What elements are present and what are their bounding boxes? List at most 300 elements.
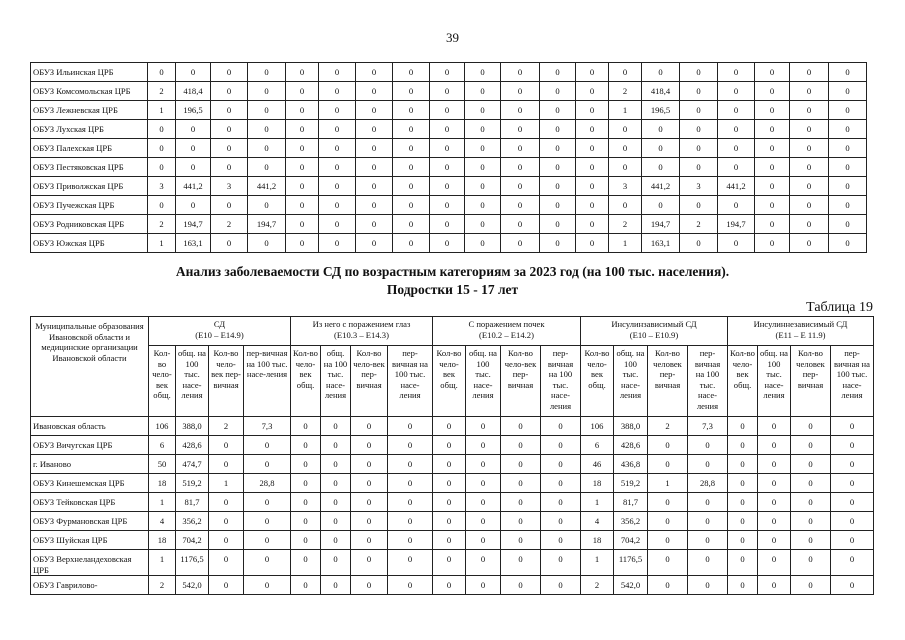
table-cell: 519,2 — [176, 474, 209, 493]
column-header: Кол-во человек пер-вичная — [648, 346, 688, 417]
header-municipality: Муниципальные образования Ивановской области и медицинские организации Ивановской области — [31, 317, 149, 417]
table-cell: 4 — [149, 512, 176, 531]
table-cell: 0 — [248, 120, 286, 139]
table-cell: 0 — [351, 474, 388, 493]
table-cell: 0 — [680, 82, 718, 101]
table-cell: 0 — [465, 120, 501, 139]
table-cell: 0 — [209, 493, 244, 512]
table-cell: 436,8 — [614, 455, 648, 474]
group-header — [291, 317, 433, 346]
table-cell: 0 — [319, 82, 356, 101]
table-cell: 0 — [609, 63, 642, 82]
table-cell: 0 — [648, 436, 688, 455]
column-header: общ. на 100 тыс. насе-ления — [321, 346, 351, 417]
table-row — [31, 158, 867, 177]
table-cell: 1176,5 — [614, 550, 648, 576]
table-cell: 0 — [831, 531, 874, 550]
table-cell: 0 — [755, 158, 790, 177]
table-cell: 0 — [648, 550, 688, 576]
table-cell: 163,1 — [176, 234, 211, 253]
table-cell: 428,6 — [176, 436, 209, 455]
table-cell: 0 — [321, 531, 351, 550]
group-code: (E11 – E 11.9) — [775, 329, 826, 340]
table-cell: 0 — [755, 82, 790, 101]
column-header: пер-вичная на 100 тыс. насе-ления — [244, 346, 291, 417]
table-cell: 0 — [501, 215, 540, 234]
table-cell: 18 — [149, 474, 176, 493]
table-cell: 0 — [718, 158, 755, 177]
table-cell: 0 — [718, 63, 755, 82]
table-cell: 0 — [291, 455, 321, 474]
table-cell: 0 — [248, 196, 286, 215]
continued-table — [30, 62, 867, 253]
table-cell: 0 — [829, 215, 867, 234]
table-cell: 0 — [790, 63, 829, 82]
table-cell: 0 — [176, 139, 211, 158]
table-cell: 0 — [791, 493, 831, 512]
table-cell: 0 — [321, 474, 351, 493]
table-cell: 0 — [791, 417, 831, 436]
table-cell: 0 — [430, 158, 465, 177]
table-cell: 0 — [176, 63, 211, 82]
table-cell: 0 — [393, 101, 430, 120]
table-cell: 0 — [829, 120, 867, 139]
table-cell: 0 — [319, 177, 356, 196]
table-cell: 0 — [791, 576, 831, 595]
table-cell: 0 — [680, 101, 718, 120]
table-cell: 441,2 — [718, 177, 755, 196]
table-cell: 0 — [576, 234, 609, 253]
table-cell: 0 — [356, 63, 393, 82]
table-row — [31, 120, 867, 139]
table-cell: 0 — [291, 576, 321, 595]
table-cell: 196,5 — [176, 101, 211, 120]
table-cell: 0 — [209, 436, 244, 455]
table-cell: 0 — [286, 196, 319, 215]
table-cell: 0 — [755, 234, 790, 253]
table-cell: 0 — [244, 493, 291, 512]
table-cell: 0 — [790, 139, 829, 158]
table-cell: 0 — [728, 455, 758, 474]
table-cell: 0 — [351, 455, 388, 474]
table-cell: 2 — [648, 417, 688, 436]
table-cell: 0 — [680, 158, 718, 177]
table-cell: 0 — [791, 455, 831, 474]
table-cell: 0 — [209, 550, 244, 576]
table-cell: 0 — [388, 531, 433, 550]
column-header: пер-вичная на 100 тыс. насе-ления — [541, 346, 581, 417]
table-row — [31, 215, 867, 234]
table-cell: 0 — [758, 512, 791, 531]
table-cell: 0 — [466, 474, 501, 493]
table-cell: 0 — [211, 63, 248, 82]
table-cell: 0 — [248, 234, 286, 253]
table-cell: 0 — [465, 82, 501, 101]
table-cell: 0 — [319, 158, 356, 177]
header-row-groups — [31, 317, 874, 346]
row-label: ОБУЗ Вичугская ЦРБ — [31, 436, 149, 455]
table-cell: 704,2 — [176, 531, 209, 550]
table-cell: 0 — [433, 531, 466, 550]
table-cell: 2 — [680, 215, 718, 234]
table-cell: 0 — [541, 455, 581, 474]
table-cell: 0 — [351, 531, 388, 550]
table-cell: 0 — [321, 550, 351, 576]
table-cell: 0 — [244, 455, 291, 474]
table-cell: 0 — [755, 139, 790, 158]
table-cell: 1176,5 — [176, 550, 209, 576]
table-cell: 0 — [688, 550, 728, 576]
table-cell: 0 — [211, 82, 248, 101]
table-cell: 0 — [541, 576, 581, 595]
table-cell: 0 — [430, 63, 465, 82]
row-label: г. Иваново — [31, 455, 149, 474]
table-cell: 0 — [576, 158, 609, 177]
table-cell: 196,5 — [642, 101, 680, 120]
table-cell: 0 — [466, 512, 501, 531]
table-cell: 0 — [718, 234, 755, 253]
column-header: Кол-во чело-век общ. — [149, 346, 176, 417]
table-cell: 0 — [758, 474, 791, 493]
table-cell: 0 — [321, 493, 351, 512]
table-cell: 2 — [581, 576, 614, 595]
table-cell: 0 — [829, 234, 867, 253]
table-cell: 0 — [791, 550, 831, 576]
table-cell: 0 — [291, 474, 321, 493]
table-cell: 0 — [501, 576, 541, 595]
table-row — [31, 576, 874, 595]
table-cell: 0 — [648, 493, 688, 512]
table-cell: 428,6 — [614, 436, 648, 455]
table-cell: 0 — [248, 63, 286, 82]
table-cell: 0 — [430, 82, 465, 101]
table-cell: 50 — [149, 455, 176, 474]
table-cell: 0 — [642, 63, 680, 82]
table-cell: 0 — [540, 158, 576, 177]
column-header: пер-вичная на 100 тыс. насе-ления — [688, 346, 728, 417]
section-title: Анализ заболеваемости СД по возрастным категориям за 2023 год (на 100 тыс. населения). — [175, 264, 730, 279]
table-cell: 0 — [576, 139, 609, 158]
table-cell: 542,0 — [614, 576, 648, 595]
table-cell: 0 — [286, 215, 319, 234]
table-cell: 388,0 — [176, 417, 209, 436]
table-cell: 0 — [540, 139, 576, 158]
table-cell: 418,4 — [176, 82, 211, 101]
table-cell: 0 — [209, 576, 244, 595]
table-cell: 0 — [758, 531, 791, 550]
table-cell: 0 — [728, 512, 758, 531]
column-header: общ. на 100 тыс. насе-ления — [466, 346, 501, 417]
table-cell: 0 — [430, 177, 465, 196]
row-label: Ивановская область — [31, 417, 149, 436]
table-cell: 0 — [319, 215, 356, 234]
table-cell: 1 — [149, 493, 176, 512]
table-cell: 1 — [209, 474, 244, 493]
table-cell: 0 — [501, 63, 540, 82]
column-header: общ. на 100 тыс. насе-ления — [614, 346, 648, 417]
table-cell: 0 — [791, 474, 831, 493]
table-cell: 356,2 — [614, 512, 648, 531]
group-header — [728, 317, 874, 346]
table-cell: 0 — [321, 417, 351, 436]
table-cell: 0 — [148, 120, 176, 139]
table-cell: 28,8 — [244, 474, 291, 493]
table-cell: 0 — [291, 436, 321, 455]
table-number: Таблица 19 — [806, 300, 873, 315]
table-cell: 0 — [291, 493, 321, 512]
table-cell: 0 — [755, 63, 790, 82]
table-row — [31, 455, 874, 474]
table-cell: 1 — [609, 101, 642, 120]
table-cell: 0 — [244, 531, 291, 550]
table-cell: 0 — [648, 455, 688, 474]
table-cell: 388,0 — [614, 417, 648, 436]
table-cell: 0 — [755, 120, 790, 139]
table-cell: 1 — [648, 474, 688, 493]
table-cell: 0 — [148, 196, 176, 215]
table-row — [31, 474, 874, 493]
table-cell: 0 — [209, 455, 244, 474]
column-header: Кол-во чело-век общ. — [433, 346, 466, 417]
table-cell: 0 — [393, 82, 430, 101]
table-cell: 0 — [758, 455, 791, 474]
table-cell: 0 — [758, 417, 791, 436]
column-header: общ. на 100 тыс. насе-ления — [176, 346, 209, 417]
table-cell: 0 — [433, 550, 466, 576]
table-cell: 18 — [581, 531, 614, 550]
table-cell: 0 — [176, 158, 211, 177]
table-cell: 0 — [209, 512, 244, 531]
table-cell: 4 — [581, 512, 614, 531]
table-row — [31, 531, 874, 550]
table-cell: 0 — [831, 550, 874, 576]
table-cell: 7,3 — [244, 417, 291, 436]
table-cell: 0 — [466, 436, 501, 455]
table-cell: 0 — [680, 196, 718, 215]
row-label: ОБУЗ Шуйская ЦРБ — [31, 531, 149, 550]
table-cell: 0 — [790, 158, 829, 177]
row-label: ОБУЗ Лежневская ЦРБ — [31, 101, 148, 120]
table-cell: 0 — [388, 512, 433, 531]
table-cell: 0 — [501, 436, 541, 455]
row-label: ОБУЗ Пестяковская ЦРБ — [31, 158, 148, 177]
table-cell: 0 — [244, 550, 291, 576]
table-cell: 356,2 — [176, 512, 209, 531]
table-cell: 0 — [790, 101, 829, 120]
table-cell: 0 — [430, 120, 465, 139]
table-cell: 0 — [831, 576, 874, 595]
table-cell: 0 — [718, 101, 755, 120]
table-cell: 46 — [581, 455, 614, 474]
table-cell: 0 — [465, 234, 501, 253]
column-header: Кол-во чело-век общ. — [291, 346, 321, 417]
table-cell: 0 — [356, 101, 393, 120]
table-cell: 194,7 — [176, 215, 211, 234]
table-cell: 0 — [501, 474, 541, 493]
table-cell: 2 — [148, 82, 176, 101]
table-cell: 418,4 — [642, 82, 680, 101]
table-cell: 0 — [356, 234, 393, 253]
table-cell: 0 — [211, 234, 248, 253]
group-code: (E10.3 – E14.3) — [334, 329, 389, 340]
table-cell: 0 — [176, 120, 211, 139]
table-cell: 0 — [321, 576, 351, 595]
table-cell: 0 — [718, 120, 755, 139]
table-cell: 0 — [648, 512, 688, 531]
table-cell: 0 — [576, 82, 609, 101]
table-cell: 474,7 — [176, 455, 209, 474]
group-header — [433, 317, 581, 346]
table-cell: 0 — [248, 82, 286, 101]
table-row — [31, 417, 874, 436]
table-cell: 0 — [501, 550, 541, 576]
table-cell: 0 — [831, 493, 874, 512]
table-cell: 2 — [148, 215, 176, 234]
table-cell: 0 — [791, 436, 831, 455]
header-row-columns — [31, 346, 874, 417]
column-header: общ. на 100 тыс. насе-ления — [758, 346, 791, 417]
table-cell: 0 — [466, 455, 501, 474]
table-cell: 0 — [286, 63, 319, 82]
table-cell: 2 — [209, 417, 244, 436]
table-cell: 194,7 — [642, 215, 680, 234]
table-cell: 0 — [356, 82, 393, 101]
table-cell: 0 — [718, 196, 755, 215]
table-cell: 0 — [393, 139, 430, 158]
column-header: Кол-во чело-век пер-вичная — [209, 346, 244, 417]
table-cell: 0 — [319, 196, 356, 215]
table-cell: 0 — [642, 196, 680, 215]
table-cell: 0 — [466, 417, 501, 436]
table-cell: 0 — [680, 234, 718, 253]
table-cell: 0 — [430, 101, 465, 120]
table-cell: 0 — [755, 215, 790, 234]
table-cell: 0 — [501, 196, 540, 215]
table-cell: 0 — [718, 82, 755, 101]
table-cell: 0 — [831, 436, 874, 455]
table-cell: 0 — [829, 101, 867, 120]
table-cell: 0 — [829, 177, 867, 196]
table-cell: 0 — [388, 493, 433, 512]
table-cell: 0 — [211, 139, 248, 158]
table-cell: 106 — [581, 417, 614, 436]
table-cell: 0 — [319, 234, 356, 253]
table-cell: 0 — [286, 234, 319, 253]
table-cell: 0 — [430, 196, 465, 215]
table-cell: 0 — [466, 550, 501, 576]
table-cell: 0 — [433, 455, 466, 474]
table-cell: 0 — [351, 436, 388, 455]
group-title: Из него с поражением глаз — [312, 319, 411, 329]
table-cell: 0 — [388, 550, 433, 576]
table-cell: 0 — [148, 63, 176, 82]
table-cell: 3 — [609, 177, 642, 196]
table-cell: 0 — [351, 493, 388, 512]
table-cell: 3 — [211, 177, 248, 196]
column-header: пер-вичная на 100 тыс. насе-ления — [831, 346, 874, 417]
row-label: ОБУЗ Верхнеландеховская ЦРБ — [31, 550, 149, 576]
table-cell: 0 — [248, 101, 286, 120]
table-cell: 3 — [148, 177, 176, 196]
table-cell: 0 — [433, 417, 466, 436]
table-cell: 0 — [501, 101, 540, 120]
table-cell: 194,7 — [718, 215, 755, 234]
table-cell: 0 — [680, 63, 718, 82]
table-cell: 0 — [758, 436, 791, 455]
table-cell: 0 — [576, 196, 609, 215]
age-group-table — [30, 316, 874, 595]
table-cell: 106 — [149, 417, 176, 436]
table-cell: 0 — [286, 101, 319, 120]
table-cell: 0 — [680, 139, 718, 158]
table-cell: 0 — [148, 139, 176, 158]
table-cell: 0 — [688, 576, 728, 595]
table-cell: 0 — [688, 531, 728, 550]
table-cell: 0 — [609, 158, 642, 177]
table-cell: 0 — [291, 417, 321, 436]
table-cell: 0 — [388, 455, 433, 474]
table-cell: 0 — [790, 177, 829, 196]
table-cell: 0 — [148, 158, 176, 177]
table-cell: 0 — [501, 234, 540, 253]
group-title: С поражением почек — [468, 319, 545, 329]
table-cell: 2 — [609, 82, 642, 101]
table-cell: 0 — [501, 120, 540, 139]
table-cell: 0 — [829, 196, 867, 215]
table-cell: 0 — [728, 436, 758, 455]
row-label: ОБУЗ Родниковская ЦРБ — [31, 215, 148, 234]
table-cell: 0 — [790, 215, 829, 234]
table-cell: 0 — [319, 63, 356, 82]
row-label: ОБУЗ Комсомольская ЦРБ — [31, 82, 148, 101]
table-cell: 163,1 — [642, 234, 680, 253]
table-cell: 0 — [728, 474, 758, 493]
table-cell: 28,8 — [688, 474, 728, 493]
table-cell: 0 — [541, 417, 581, 436]
table-row — [31, 63, 867, 82]
table-cell: 1 — [149, 550, 176, 576]
table-cell: 0 — [648, 576, 688, 595]
table-cell: 0 — [244, 512, 291, 531]
column-header: Кол-во чело-век пер-вичная — [501, 346, 541, 417]
section-subtitle: Подростки 15 - 17 лет — [386, 282, 519, 297]
table-cell: 0 — [466, 576, 501, 595]
table-cell: 0 — [319, 101, 356, 120]
table-row — [31, 177, 867, 196]
table-cell: 0 — [393, 120, 430, 139]
table-cell: 0 — [351, 512, 388, 531]
table-cell: 1 — [581, 550, 614, 576]
table-cell: 0 — [291, 550, 321, 576]
table-cell: 0 — [501, 455, 541, 474]
table-row — [31, 436, 874, 455]
table-cell: 0 — [642, 158, 680, 177]
page-number: 39 — [446, 30, 459, 45]
table-cell: 0 — [576, 101, 609, 120]
table-cell: 0 — [540, 101, 576, 120]
table-cell: 0 — [286, 177, 319, 196]
table-cell: 3 — [680, 177, 718, 196]
group-code: (E10 – E14.9) — [195, 329, 244, 340]
group-code: (E10 – E10.9) — [629, 329, 679, 340]
table-cell: 0 — [541, 493, 581, 512]
table-cell: 0 — [728, 493, 758, 512]
table-row — [31, 493, 874, 512]
table-cell: 0 — [286, 139, 319, 158]
table-cell: 0 — [576, 63, 609, 82]
table-cell: 0 — [501, 139, 540, 158]
table-cell: 0 — [791, 531, 831, 550]
